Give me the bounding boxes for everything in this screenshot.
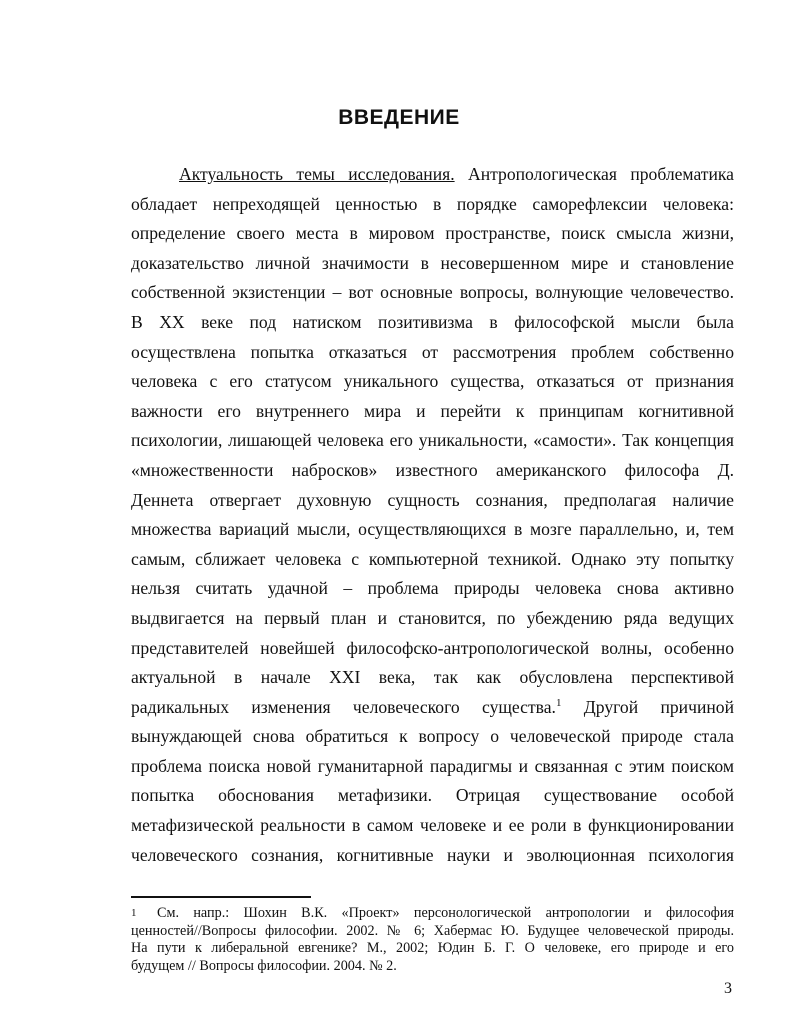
paragraph-line: доказательство личной значимости в несовершенном мире и становление	[131, 252, 734, 273]
paragraph-line: человека с его статусом уникального существа, отказаться от признания	[131, 371, 734, 392]
topic-relevance-label: Актуальность темы исследования.	[179, 164, 455, 184]
paragraph-line-text: Антропологическая проблематика	[454, 164, 734, 184]
paragraph-line: множества вариаций мысли, осуществляющихся в мозге параллельно, и, тем	[131, 519, 734, 540]
paragraph-line: актуальной в начале XXI века, так как обусловлена перспективой	[131, 667, 734, 688]
paragraph-line: психологии, лишающей человека его уникальности, «самости». Так концепция	[131, 430, 734, 451]
paragraph-line: «множественности набросков» известного американского философа Д.	[131, 459, 734, 480]
paragraph-line: представителей новейшей философско-антропологической волны, особенно	[131, 637, 734, 658]
paragraph-line: осуществлена попытка отказаться от рассмотрения проблем собственно	[131, 341, 734, 362]
paragraph-line: В XX веке под натиском позитивизма в философской мысли была	[131, 311, 734, 332]
footnote-divider	[131, 896, 311, 898]
paragraph-line: человеческого сознания, когнитивные науки и эволюционная психология	[131, 844, 734, 865]
paragraph-line	[131, 160, 734, 190]
paragraph-line: Деннета отвергает духовную сущность сознания, предполагая наличие	[131, 489, 734, 510]
page-number: 3	[724, 980, 732, 997]
paragraph-line: попытка обоснования метафизики. Отрицая существование особой	[131, 785, 734, 806]
footnote	[131, 905, 734, 975]
paragraph-line: собственной экзистенции – вот основные вопросы, волнующие человечество.	[131, 282, 734, 303]
page-title: ВВЕДЕНИЕ	[338, 106, 460, 129]
paragraph-line: вынуждающей снова обратиться к вопросу о человеческой природе стала	[131, 726, 734, 747]
paragraph-line-text: радикальных изменения человеческого существа.	[131, 696, 556, 717]
paragraph-line: важности его внутреннего мира и перейти к принципам когнитивной	[131, 400, 734, 421]
main-paragraph	[131, 160, 734, 870]
paragraph-line: самым, сближает человека с компьютерной техникой. Однако эту попытку	[131, 548, 734, 569]
paragraph-line: метафизической реальности в самом человеке и ее роли в функционировании	[131, 815, 734, 836]
paragraph-line: проблема поиска новой гуманитарной парадигмы и связанная с этим поиском	[131, 755, 734, 776]
paragraph-line: определение своего места в мировом пространстве, поиск смысла жизни,	[131, 223, 734, 244]
footnote-line: На пути к либеральной евгенике? М., 2002; Юдин Б. Г. О человеке, его природе и его	[131, 940, 734, 957]
footnote-reference[interactable]: 1	[555, 696, 562, 709]
footnote-line	[131, 905, 734, 923]
footnote-line-text: См. напр.: Шохин В.К. «Проект» персонологической антропологии и философия	[157, 905, 734, 921]
paragraph-line: нельзя считать удачной – проблема природы человека снова активно	[131, 578, 734, 599]
paragraph-line	[131, 693, 734, 723]
footnote-number: 1	[131, 907, 137, 919]
footnote-line: ценностей//Вопросы философии. 2002. № 6; Хабермас Ю. Будущее человеческой природы.	[131, 922, 734, 939]
paragraph-line: выдвигается на первый план и становится, по убеждению ряда ведущих	[131, 607, 734, 628]
footnote-line: будущем // Вопросы философии. 2004. № 2.	[131, 957, 397, 974]
paragraph-line-text: Другой причиной	[561, 696, 734, 717]
paragraph-line: обладает непреходящей ценностью в порядке саморефлексии человека:	[131, 193, 734, 214]
